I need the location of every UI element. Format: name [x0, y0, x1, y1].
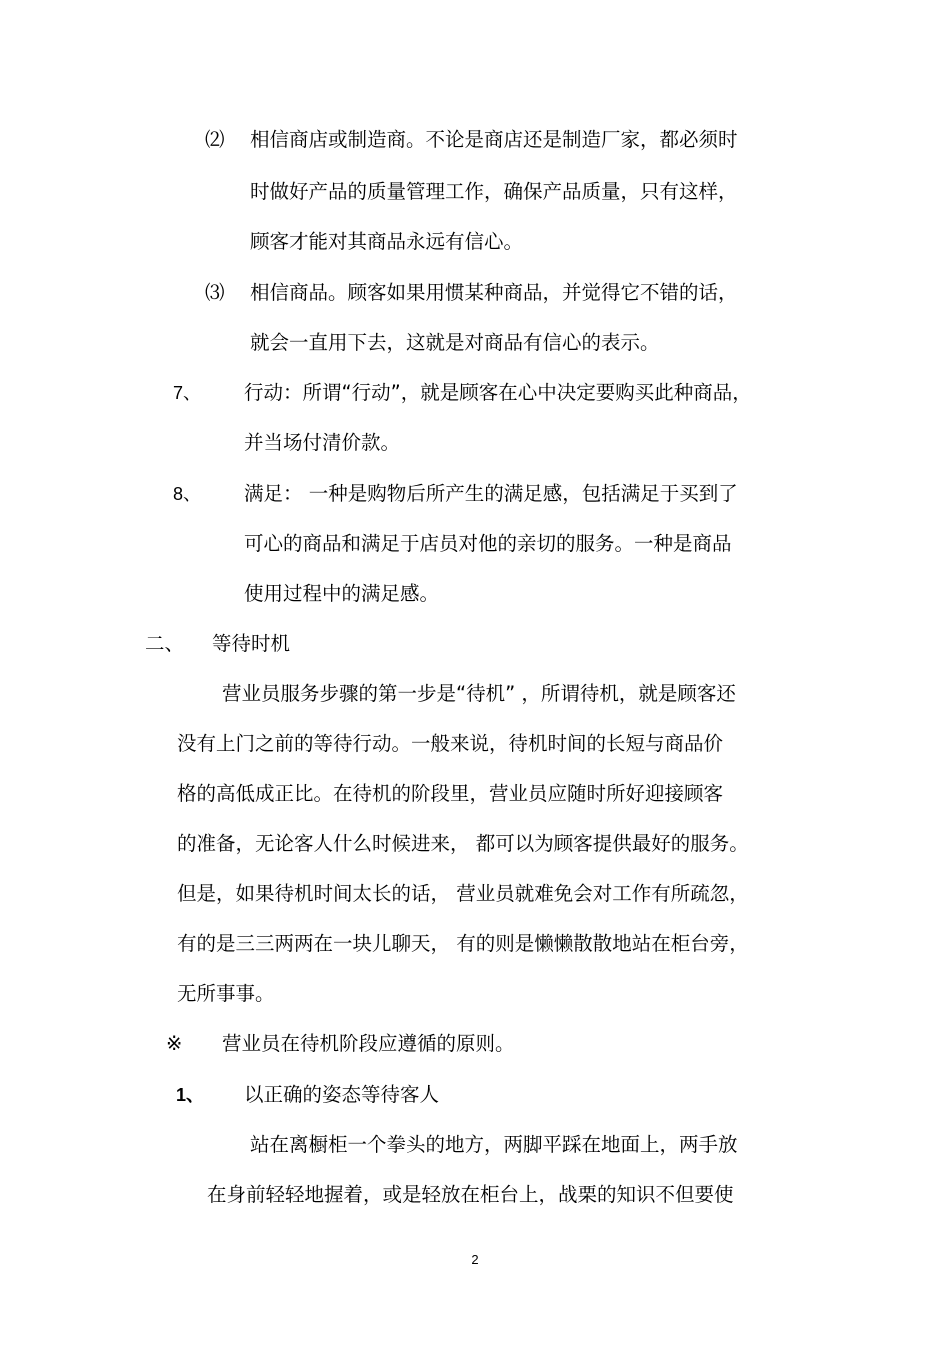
- paragraph-line: 营业员服务步骤的第一步是“待机” ，所谓待机，就是顾客还: [222, 682, 736, 705]
- list-marker: 8、: [173, 484, 202, 504]
- paragraph-line: 没有上门之前的等待行动。一般来说，待机时间的长短与商品价: [177, 732, 724, 755]
- text-line: 时做好产品的质量管理工作，确保产品质量，只有这样，: [250, 180, 738, 203]
- note-marker: ※: [166, 1032, 183, 1055]
- text-line: 行动：所谓“行动”，就是顾客在心中决定要购买此种商品，: [244, 381, 752, 404]
- note-text: 营业员在待机阶段应遵循的原则。: [222, 1032, 515, 1055]
- paragraph-line: 无所事事。: [177, 982, 275, 1005]
- text-line: 顾客才能对其商品永远有信心。: [250, 230, 524, 253]
- page-number: 2: [471, 1252, 479, 1267]
- paragraph-line: 有的是三三两两在一块儿聊天， 有的则是懒懒散散地站在柜台旁，: [177, 932, 749, 955]
- text-line: 就会一直用下去，这就是对商品有信心的表示。: [250, 331, 660, 354]
- list-marker: ⑶: [205, 281, 225, 304]
- text-line: 相信商店或制造商。不论是商店还是制造厂家，都必须时: [250, 128, 738, 151]
- text-line: 满足： 一种是购物后所产生的满足感，包括满足于买到了: [244, 482, 738, 505]
- text-line: 可心的商品和满足于店员对他的亲切的服务。一种是商品: [244, 532, 732, 555]
- text-line: 相信商品。顾客如果用惯某种商品，并觉得它不错的话，: [250, 281, 738, 304]
- list-marker: ⑵: [205, 128, 225, 151]
- subitem-title: 以正确的姿态等待客人: [244, 1083, 440, 1106]
- subitem-marker: 1、: [176, 1085, 205, 1105]
- section-title: 等待时机: [212, 632, 291, 655]
- list-marker: 7、: [173, 383, 202, 403]
- paragraph-line: 站在离橱柜一个拳头的地方，两脚平踩在地面上，两手放: [250, 1133, 738, 1156]
- paragraph-line: 的准备，无论客人什么时候进来， 都可以为顾客提供最好的服务。: [177, 832, 749, 855]
- text-line: 并当场付清价款。: [244, 431, 401, 454]
- paragraph-line: 但是，如果待机时间太长的话， 营业员就难免会对工作有所疏忽，: [177, 882, 749, 905]
- paragraph-line: 在身前轻轻地握着，或是轻放在柜台上，战栗的知识不但要使: [207, 1183, 734, 1206]
- paragraph-line: 格的高低成正比。在待机的阶段里，营业员应随时所好迎接顾客: [177, 782, 724, 805]
- text-line: 使用过程中的满足感。: [244, 582, 440, 605]
- section-marker: 二、: [145, 632, 185, 655]
